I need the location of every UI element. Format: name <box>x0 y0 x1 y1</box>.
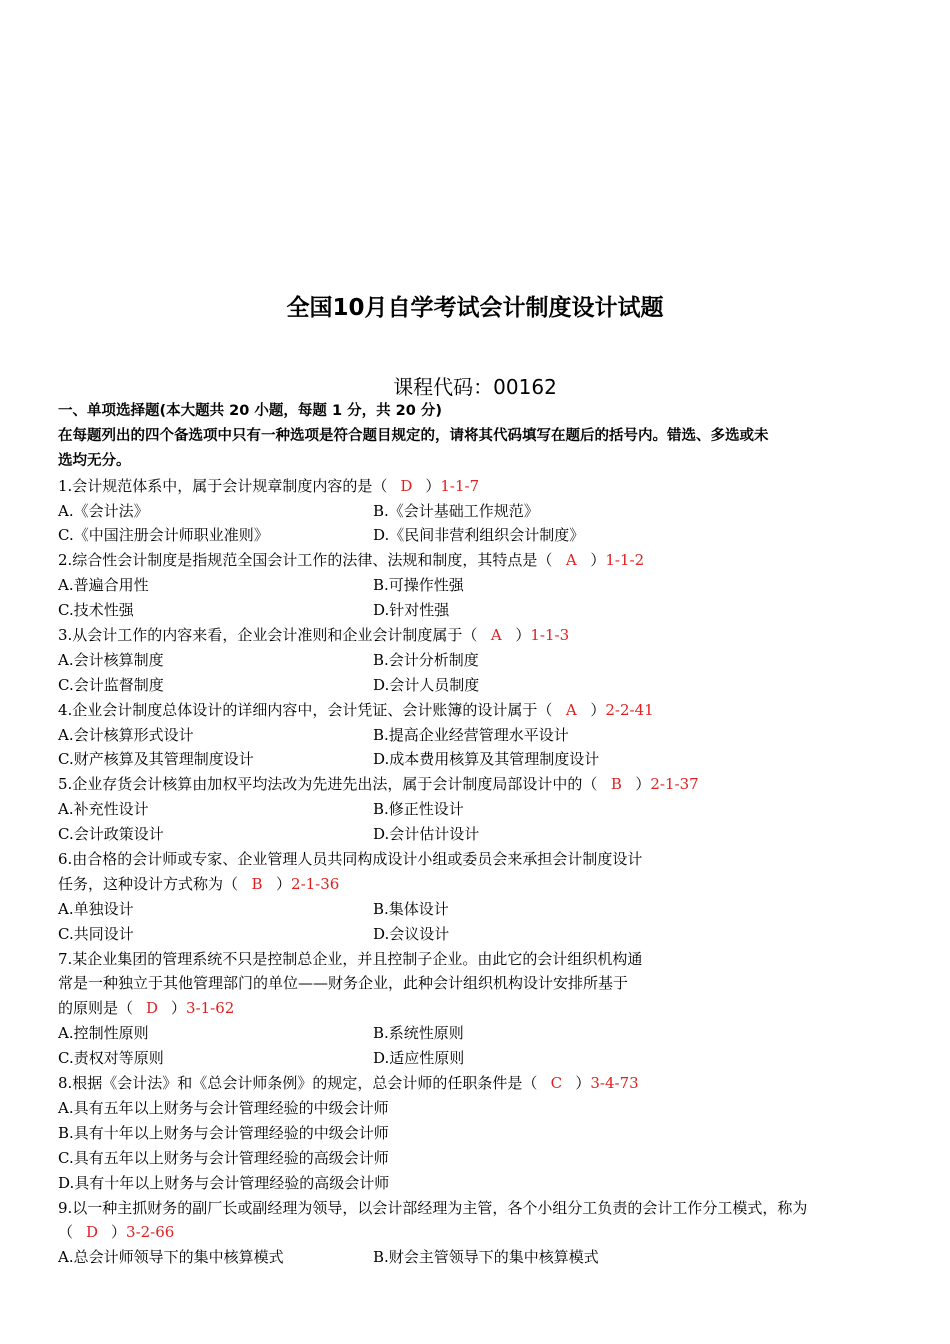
question-stem <box>58 1196 898 1221</box>
stem-text: 4.企业会计制度总体设计的详细内容中，会计凭证、会计账簿的设计属于（ <box>58 700 553 719</box>
options-row <box>58 499 898 524</box>
answer-mark: B <box>610 775 622 794</box>
question-stem-cont <box>58 1220 898 1245</box>
section-instructions-cont: 选均无分。 <box>58 452 131 469</box>
option-item: B.具有十年以上财务与会计管理经验的中级会计师 <box>58 1123 389 1142</box>
options-row <box>58 822 898 847</box>
question-stem <box>58 698 898 723</box>
options-row <box>58 747 898 772</box>
question-stem <box>58 772 898 797</box>
option-item: C.会计政策设计 <box>58 825 164 844</box>
stem-text: 3.从会计工作的内容来看，企业会计准则和企业会计制度属于（ <box>58 626 478 645</box>
bracket-close: ） <box>590 551 606 570</box>
stem-text: 1.会计规范体系中，属于会计规章制度内容的是（ <box>58 476 388 495</box>
options-row <box>58 673 898 698</box>
bracket-close: ） <box>575 1074 591 1093</box>
answer-mark: D <box>146 999 159 1018</box>
options-row <box>58 922 898 947</box>
bracket-close: ） <box>171 999 187 1018</box>
option-item: D.成本费用核算及其管理制度设计 <box>373 750 600 769</box>
answer-reference: 1-1-7 <box>440 476 480 495</box>
option-item: D.《民间非营利组织会计制度》 <box>373 526 585 545</box>
option-item: A.普遍合用性 <box>58 576 149 595</box>
course-code: 课程代码：00162 <box>393 375 557 399</box>
question-stem <box>58 474 898 499</box>
option-item: A.单独设计 <box>58 899 134 918</box>
answer-reference: 3-4-73 <box>590 1074 639 1093</box>
answer-mark: A <box>490 626 502 645</box>
stem-text: 2.综合性会计制度是指规范全国会计工作的法律、法规和制度，其特点是（ <box>58 551 553 570</box>
options-row <box>58 1245 898 1270</box>
question-stem <box>58 623 898 648</box>
option-item: B.会计分析制度 <box>373 650 479 669</box>
stem-text: 任务，这种设计方式称为（ <box>58 874 239 893</box>
answer-reference: 3-2-66 <box>126 1223 175 1242</box>
answer-reference: 3-1-62 <box>186 999 235 1018</box>
question-stem-cont <box>58 996 898 1021</box>
option-item: B.系统性原则 <box>373 1024 464 1043</box>
option-item: B.提高企业经营管理水平设计 <box>373 725 569 744</box>
option-item: C.技术性强 <box>58 601 134 620</box>
page-title: 全国10月自学考试会计制度设计试题 <box>286 295 664 321</box>
answer-mark: A <box>565 700 577 719</box>
answer-mark: D <box>86 1223 99 1242</box>
option-item: C.会计监督制度 <box>58 675 164 694</box>
option-item: B.集体设计 <box>373 899 449 918</box>
option-item: D.会计估计设计 <box>373 825 480 844</box>
stem-text: 7.某企业集团的管理系统不只是控制总企业，并且控制子企业。由此它的会计组织机构通 <box>58 949 643 968</box>
bracket-close: ） <box>111 1223 127 1242</box>
option-item: A.补充性设计 <box>58 800 149 819</box>
option-item: D.针对性强 <box>373 601 450 620</box>
stem-text: 5.企业存货会计核算由加权平均法改为先进先出法，属于会计制度局部设计中的（ <box>58 775 598 794</box>
question-list <box>58 399 898 1270</box>
options-row <box>58 648 898 673</box>
option-item: D.具有十年以上财务与会计管理经验的高级会计师 <box>58 1173 390 1192</box>
answer-mark: A <box>565 551 577 570</box>
stem-text: 9.以一种主抓财务的副厂长或副经理为领导，以会计部经理为主管，各个小组分工负责的会计工作分工模式，称为 <box>58 1198 808 1217</box>
option-item: D.会议设计 <box>373 924 450 943</box>
bracket-close: ） <box>635 775 651 794</box>
option-item: B.可操作性强 <box>373 576 464 595</box>
option-item: D.会计人员制度 <box>373 675 480 694</box>
answer-reference: 2-1-36 <box>291 874 340 893</box>
stem-text: （ <box>58 1223 74 1242</box>
options-row <box>58 797 898 822</box>
question-stem <box>58 847 898 872</box>
options-row <box>58 1046 898 1071</box>
stem-text: 8.根据《会计法》和《总会计师条例》的规定，总会计师的任职条件是（ <box>58 1074 538 1093</box>
bracket-close: ） <box>590 700 606 719</box>
options-row <box>58 723 898 748</box>
option-item: A.会计核算形式设计 <box>58 725 194 744</box>
question-stem <box>58 947 898 972</box>
option-item: B.修正性设计 <box>373 800 464 819</box>
option-item: C.具有五年以上财务与会计管理经验的高级会计师 <box>58 1148 389 1167</box>
answer-reference: 1-1-2 <box>605 551 645 570</box>
stem-text: 常是一种独立于其他管理部门的单位——财务企业，此种会计组织机构设计安排所基于 <box>58 974 629 993</box>
options-row <box>58 523 898 548</box>
question-stem-cont <box>58 872 898 897</box>
question-stem <box>58 1071 898 1096</box>
option-item: A.《会计法》 <box>58 501 149 520</box>
option-item: C.共同设计 <box>58 924 134 943</box>
question-stem <box>58 548 898 573</box>
option-item: C.《中国注册会计师职业准则》 <box>58 526 269 545</box>
option-item: B.财会主管领导下的集中核算模式 <box>373 1248 599 1267</box>
section-heading: 一、单项选择题(本大题共 20 小题，每题 1 分，共 20 分) <box>58 403 442 419</box>
options-row <box>58 598 898 623</box>
options-row <box>58 897 898 922</box>
option-item: D.适应性原则 <box>373 1049 465 1068</box>
answer-mark: D <box>400 476 413 495</box>
stem-text: 的原则是（ <box>58 999 134 1018</box>
options-row <box>58 1021 898 1046</box>
bracket-close: ） <box>276 874 292 893</box>
bracket-close: ） <box>425 476 441 495</box>
stem-text: 6.由合格的会计师或专家、企业管理人员共同构成设计小组或委员会来承担会计制度设计 <box>58 850 643 869</box>
answer-reference: 2-1-37 <box>650 775 699 794</box>
answer-mark: B <box>251 874 263 893</box>
answer-reference: 1-1-3 <box>530 626 570 645</box>
option-item: A.会计核算制度 <box>58 650 164 669</box>
answer-mark: C <box>550 1074 563 1093</box>
bracket-close: ） <box>515 626 531 645</box>
section-instructions: 在每题列出的四个备选项中只有一种选项是符合题目规定的，请将其代码填写在题后的括号内。错选、多选或未 <box>58 427 769 444</box>
option-item: A.控制性原则 <box>58 1024 149 1043</box>
option-item: A.具有五年以上财务与会计管理经验的中级会计师 <box>58 1098 389 1117</box>
option-item: B.《会计基础工作规范》 <box>373 501 539 520</box>
option-item: C.责权对等原则 <box>58 1049 164 1068</box>
question-stem-cont <box>58 971 898 996</box>
answer-reference: 2-2-41 <box>605 700 654 719</box>
options-row <box>58 573 898 598</box>
option-item: A.总会计师领导下的集中核算模式 <box>58 1248 284 1267</box>
option-item: C.财产核算及其管理制度设计 <box>58 750 254 769</box>
